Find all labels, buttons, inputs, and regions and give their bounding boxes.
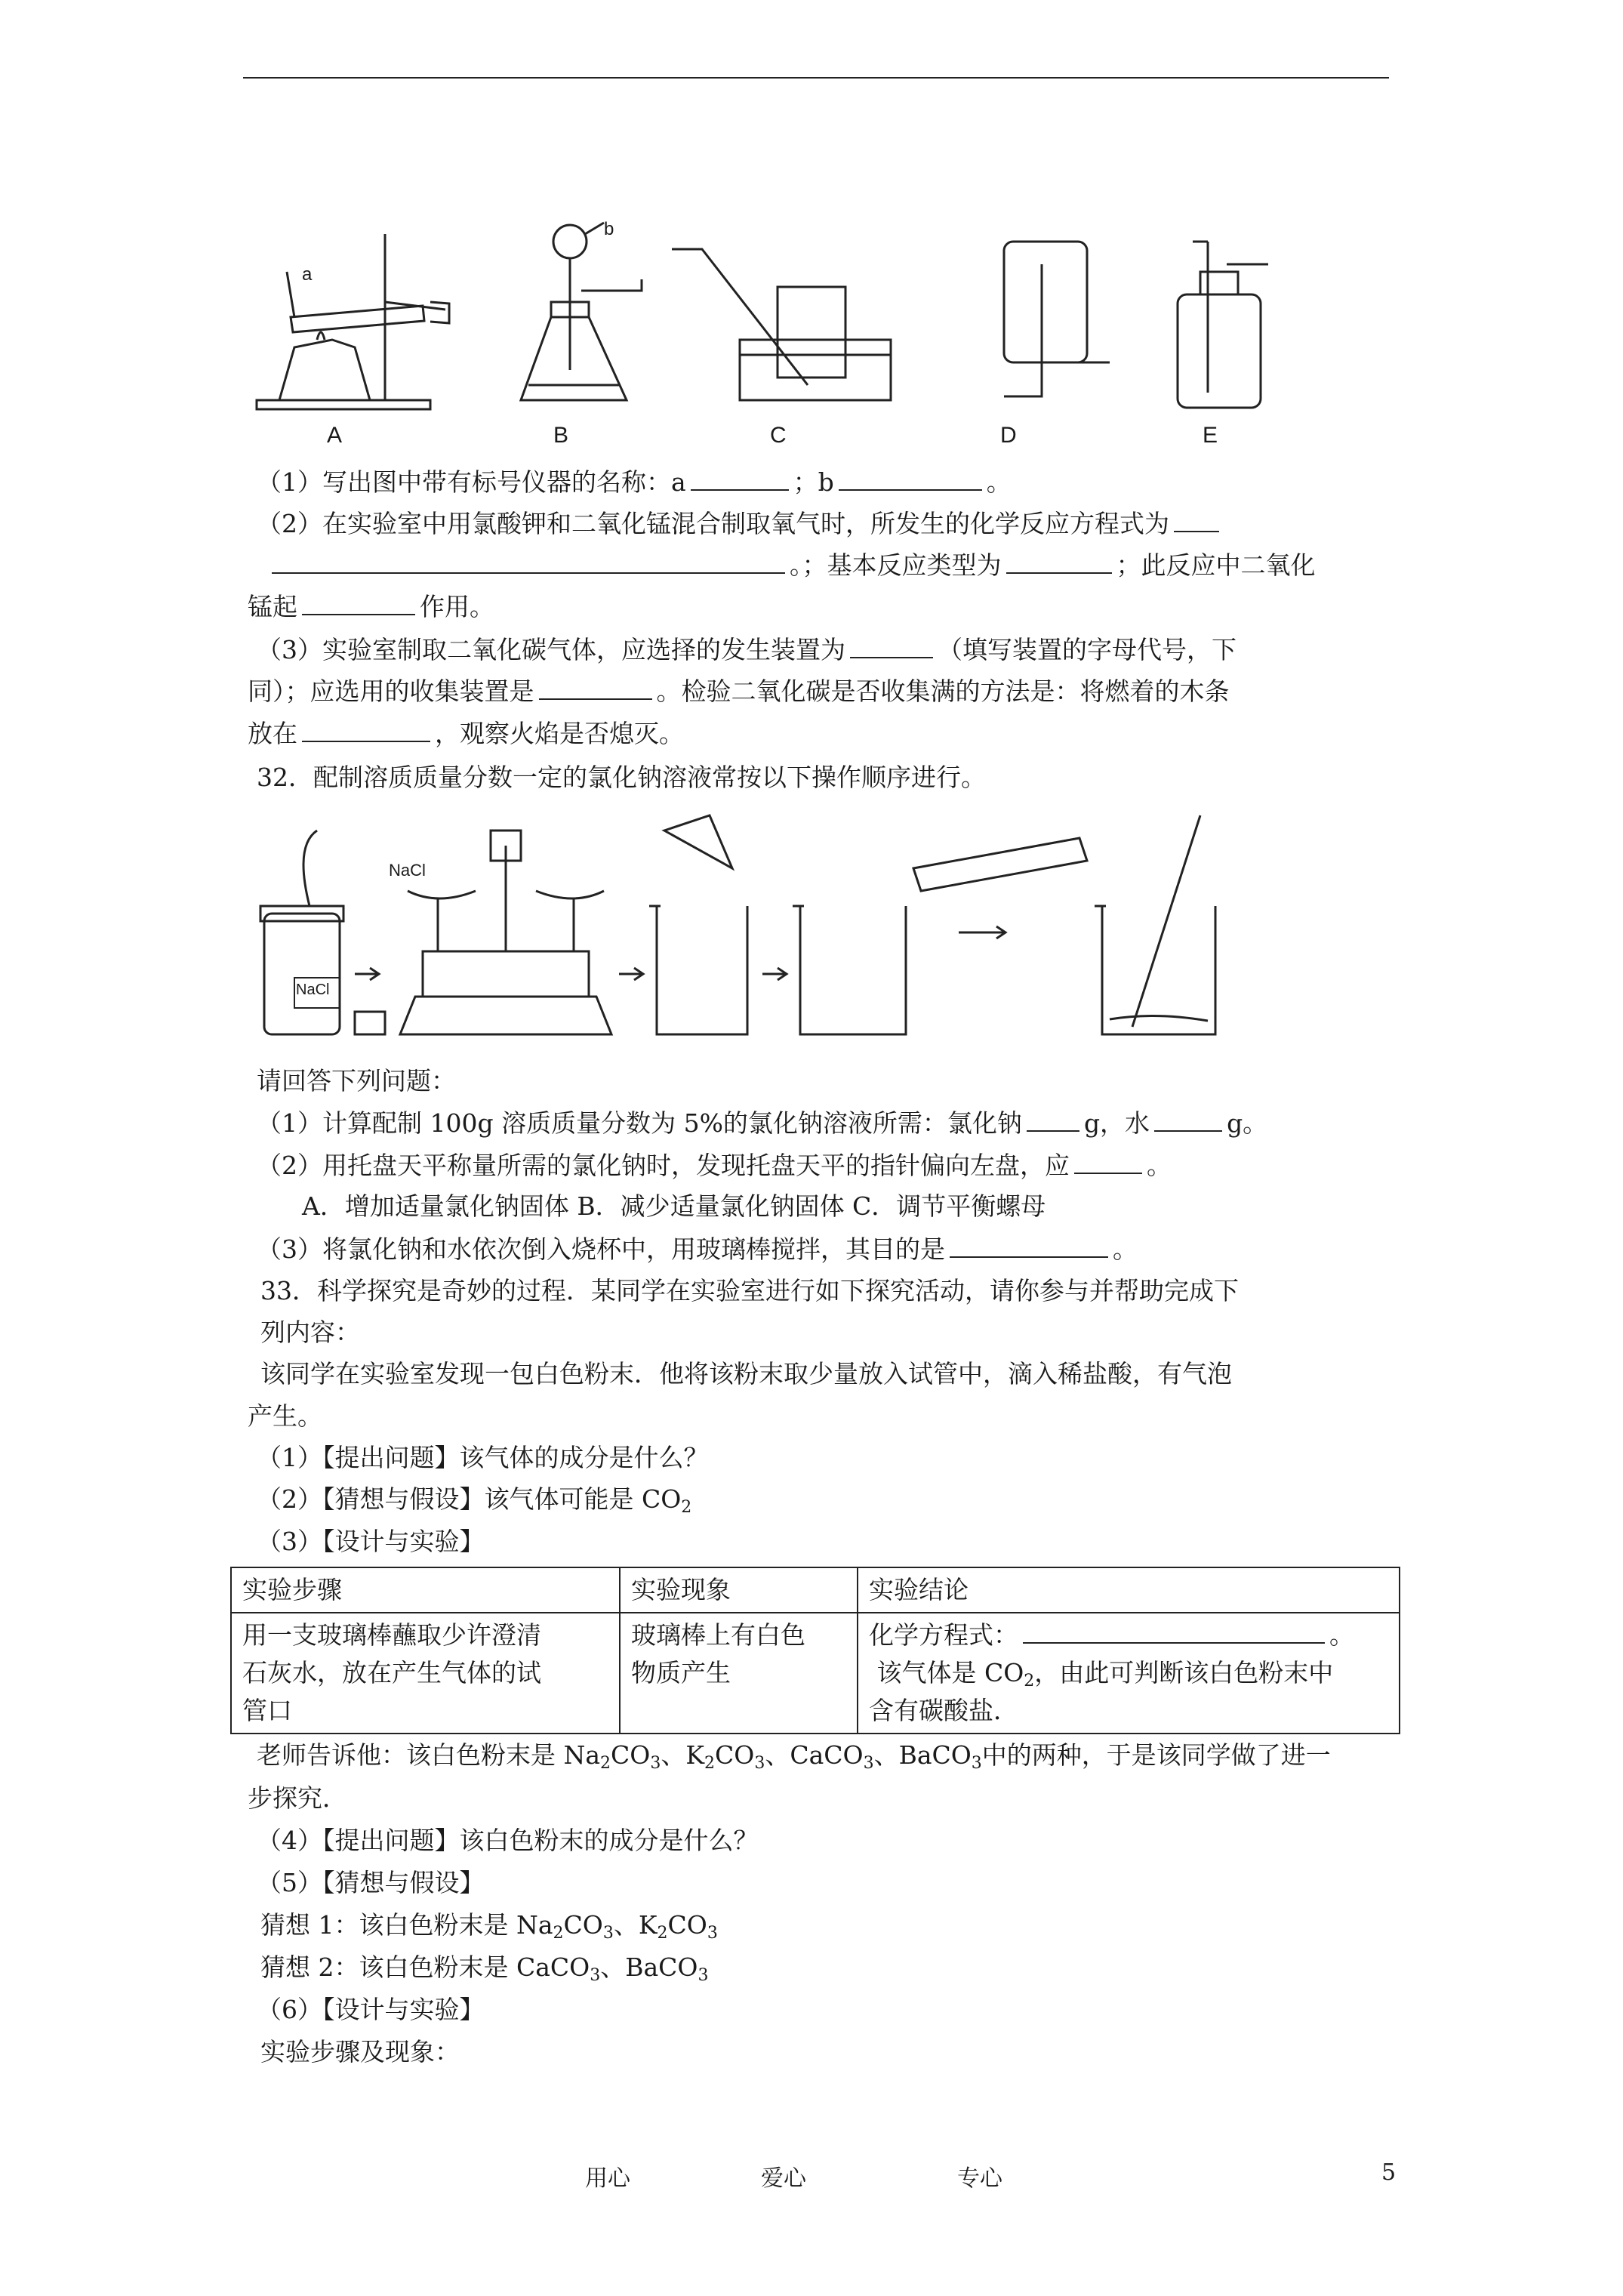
blank-collector	[539, 676, 652, 700]
header-step: 实验步骤	[231, 1567, 620, 1613]
blank-generator	[850, 634, 933, 658]
cell-conclusion: 化学方程式： 。 该气体是 $CO_2$，由此可判断该白色粉末中 含有碳酸盐．	[858, 1613, 1400, 1734]
footer-left: 用心	[585, 2165, 630, 2192]
q33-s1: （1）【提出问题】该气体的成分是什么？	[257, 1443, 709, 1472]
q31-p1: （1）写出图中带有标号仪器的名称：a ；b 。	[257, 467, 1012, 497]
reagent-jar	[260, 831, 343, 1034]
apparatus-c	[672, 249, 891, 400]
q31-p3-line2: 同）；应选用的收集装置是 。检验二氧化碳是否收集满的方法是：将燃着的木条	[248, 676, 1230, 706]
label-e: E	[1203, 423, 1218, 448]
nacl-label-top: NaCl	[389, 861, 426, 880]
label-a: A	[327, 423, 343, 448]
header-rule	[243, 77, 1389, 79]
footer-mid: 爱心	[761, 2165, 806, 2192]
table-row	[231, 1613, 1400, 1734]
solution-prep-svg	[249, 800, 1306, 1049]
apparatus-figure	[249, 219, 1276, 453]
cell-phenomenon: 玻璃棒上有白色 物质产生	[620, 1613, 858, 1734]
q32-p1: （1）计算配制 100g 溶质质量分数为 5%的氯化钠溶液所需：氯化钠 g，水 g。	[257, 1108, 1268, 1138]
marker-a: a	[302, 264, 313, 285]
guess2: 猜想 2：该白色粉末是 CaCO$_3$、BaCO$_3$	[260, 1952, 709, 1985]
q33-line3: 该同学在实验室发现一包白色粉末．他将该粉末取少量放入试管中，滴入稀盐酸，有气泡	[260, 1359, 1232, 1388]
table-header-row	[231, 1567, 1400, 1613]
header-phenomenon: 实验现象	[620, 1567, 858, 1613]
blank-nacl-mass	[1027, 1108, 1079, 1132]
beaker-1	[649, 815, 747, 1034]
q33-s6: （6）【设计与实验】	[257, 1995, 485, 2024]
teacher-line2: 步探究．	[248, 1783, 347, 1813]
apparatus-d	[1004, 242, 1110, 396]
beaker-2	[793, 906, 906, 1034]
label-c: C	[770, 423, 787, 448]
q33-line1: 33．科学探究是奇妙的过程．某同学在实验室进行如下探究活动，请你参与并帮助完成下	[260, 1276, 1239, 1305]
apparatus-e	[1178, 242, 1268, 408]
q32-title: 32．配制溶质质量分数一定的氯化钠溶液常按以下操作顺序进行。	[257, 763, 986, 792]
graduated-cylinder	[913, 838, 1087, 891]
label-d: D	[1000, 423, 1017, 448]
header-conclusion: 实验结论	[858, 1567, 1400, 1613]
q33-s5: （5）【猜想与假设】	[257, 1868, 485, 1897]
apparatus-a	[257, 234, 449, 409]
arrow-2	[619, 968, 643, 980]
cell-step: 用一支玻璃棒蘸取少许澄清 石灰水，放在产生气体的试 管口	[231, 1613, 620, 1734]
q33-line4: 产生。	[248, 1401, 322, 1431]
blank-answer	[1074, 1150, 1142, 1174]
q31-p2-line3: 锰起 作用。	[248, 592, 494, 621]
q31-p3-line3: 放在 ，观察火焰是否熄灭。	[248, 719, 684, 748]
apparatus-b	[521, 223, 642, 400]
blank-b	[839, 467, 982, 491]
label-b: B	[553, 423, 569, 448]
solution-prep-figure	[249, 800, 1306, 1049]
q31-p2-line1: （2）在实验室中用氯酸钾和二氧化锰混合制取氧气时，所发生的化学反应方程式为	[257, 508, 1224, 539]
footer-right: 专心	[957, 2165, 1002, 2192]
blank-a	[691, 467, 789, 491]
q32-prompt: 请回答下列问题：	[257, 1066, 456, 1096]
arrow-1	[355, 968, 379, 980]
balance	[400, 831, 611, 1034]
blank-position	[302, 718, 430, 742]
q32-options: A．增加适量氯化钠固体 B．减少适量氯化钠固体 C．调节平衡螺母	[302, 1191, 1046, 1221]
blank-water-mass	[1154, 1108, 1222, 1132]
arrow-4	[959, 926, 1006, 938]
guess1: 猜想 1：该白色粉末是 $Na_2CO_3$、$K_2CO_3$	[260, 1910, 718, 1943]
blank-equation-start	[1174, 508, 1219, 532]
page-number: 5	[1381, 2159, 1397, 2186]
blank-equation-co2	[1023, 1620, 1325, 1644]
teacher-line1: 老师告诉他：该白色粉末是 $Na_2CO_3$、$K_2CO_3$、CaCO$_3$、BaCO$_3$中的两种，于是该同学做了进一	[257, 1740, 1331, 1773]
blank-purpose	[950, 1234, 1108, 1258]
q33-s2: （2）【猜想与假设】该气体可能是 $CO_2$	[257, 1484, 692, 1517]
q31-p3-line1: （3）实验室制取二氧化碳气体，应选择的发生装置为 （填写装置的字母代号，下	[257, 635, 1236, 664]
q32-p2: （2）用托盘天平称量所需的氯化钠时，发现托盘天平的指针偏向左盘，应 。	[257, 1151, 1172, 1180]
weight	[355, 1012, 385, 1034]
marker-b: b	[604, 219, 614, 239]
beaker-3	[1095, 815, 1215, 1034]
blank-reaction-type	[1006, 550, 1112, 574]
nacl-label-jar: NaCl	[296, 982, 330, 998]
q33-s4: （4）【提出问题】该白色粉末的成分是什么？	[257, 1826, 759, 1855]
blank-equation	[272, 550, 785, 574]
blank-role	[302, 591, 415, 615]
arrow-3	[762, 968, 787, 980]
q33-s7: 实验步骤及现象：	[260, 2037, 460, 2066]
apparatus-svg	[249, 219, 1276, 453]
q32-p3: （3）将氯化钠和水依次倒入烧杯中，用玻璃棒搅拌，其目的是 。	[257, 1234, 1138, 1264]
experiment-table	[230, 1567, 1400, 1734]
q33-s3: （3）【设计与实验】	[257, 1527, 485, 1556]
q33-line2: 列内容：	[260, 1318, 360, 1347]
q31-p2-line2: 。；基本反应类型为 ；此反应中二氧化	[272, 550, 1316, 581]
